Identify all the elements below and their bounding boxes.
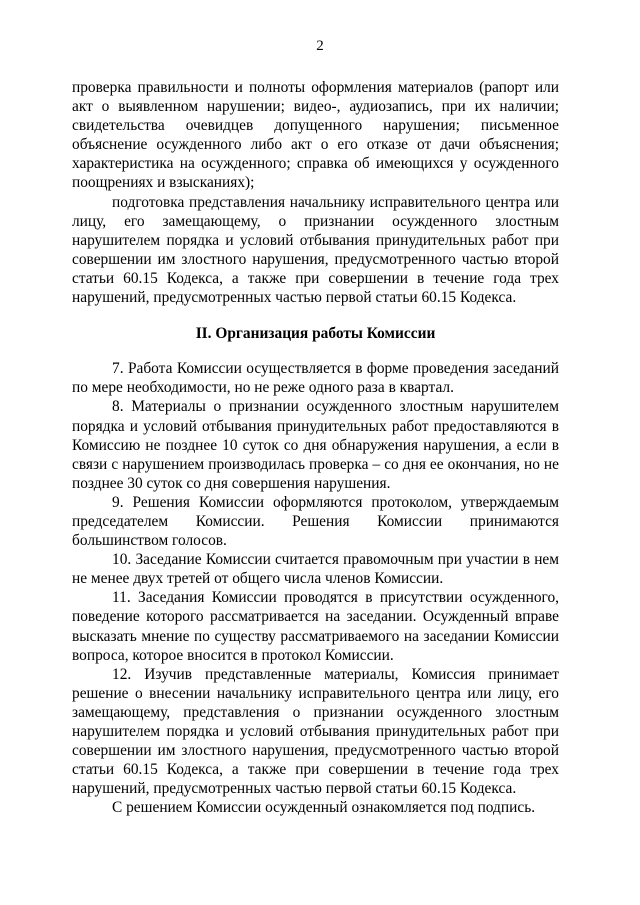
paragraph-preparation: подготовка представления начальнику исправительного центра или лицу, его замещающему, о признании осужденного злостным нарушителем порядка и условий отбывания принудительных работ при совершении им злостного нарушения, предусмотренного частью второй статьи 60.15 Кодекса, а также при совершении в течение года трех нарушений, предусмотренных частью первой статьи 60.15 Кодекса. (72, 193, 559, 307)
paragraph-item-7: 7. Работа Комиссии осуществляется в форме проведения заседаний по мере необходимости, но не реже одного раза в квартал. (72, 360, 559, 397)
paragraph-item-12: 12. Изучив представленные материалы, Комиссия принимает решение о внесении начальнику исправительного центра или лицу, его замещающему, представления о признании осужденного злостным нарушителем порядка и условий отбывания принудительных работ при совершении им злостного нарушения, предусмотренного частью второй статьи 60.15 Кодекса, а также при совершении в течение года трех нарушений, предусмотренных частью первой статьи 60.15 Кодекса. (72, 665, 559, 798)
document-body (72, 78, 559, 817)
section-title: II. Организация работы Комиссии (195, 325, 436, 343)
paragraph-verification: проверка правильности и полноты оформления материалов (рапорт или акт о выявленном нарушении; видео-, аудиозапись, при их наличии; свидетельства очевидцев допущенного нарушения; письменное объяснение осужденного либо акт о его отказе от дачи объяснения; характеристика на осужденного; справка об имеющихся у осужденного поощрениях и взысканиях); (72, 79, 559, 192)
paragraph-signature-note: С решением Комиссии осужденный ознакомляется под подпись. (112, 799, 536, 817)
paragraph-item-10: 10. Заседание Комиссии считается правомочным при участии в нем не менее двух третей от общего числа членов Комиссии. (72, 551, 559, 588)
paragraph-item-9: 9. Решения Комиссии оформляются протоколом, утверждаемым председателем Комиссии. Решения Комиссии принимаются большинством голосов. (72, 493, 559, 550)
paragraph-item-11: 11. Заседания Комиссии проводятся в присутствии осужденного, поведение которого рассматривается на заседании. Осужденный вправе высказать мнение по существу рассматриваемого на заседании Комиссии вопроса, которое вносится в протокол Комиссии. (72, 589, 559, 664)
paragraph-item-8: 8. Материалы о признании осужденного злостным нарушителем порядка и условий отбывания принудительных работ предоставляются в Комиссию не позднее 10 суток со дня обнаружения нарушения, а если в связи с нарушением производилась проверка – со дня ее окончания, но не позднее 30 суток со дня совершения нарушения. (72, 398, 559, 492)
page-number: 2 (316, 38, 324, 54)
